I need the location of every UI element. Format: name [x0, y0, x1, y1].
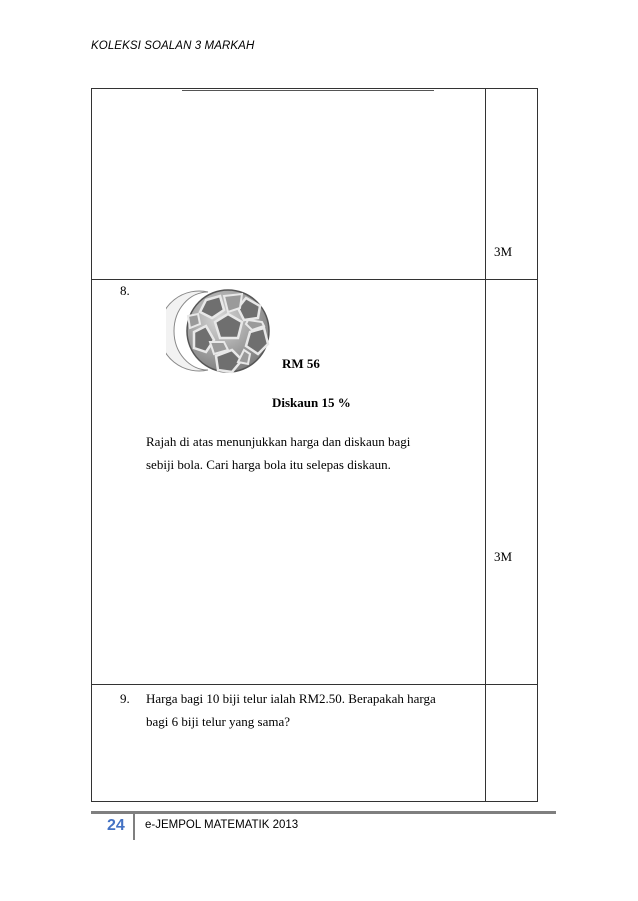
mark-cell — [486, 89, 538, 280]
question-text-line: Harga bagi 10 biji telur ialah RM2.50. Berapakah harga — [146, 691, 436, 706]
question-text — [146, 687, 476, 733]
footer-text: e-JEMPOL MATEMATIK 2013 — [145, 819, 299, 831]
question-text-line: bagi 6 biji telur yang sama? — [146, 714, 291, 729]
answer-space-cell — [92, 89, 486, 280]
mark-label: 3M — [494, 549, 513, 564]
page-number: 24 — [107, 817, 125, 834]
mark-cell — [486, 685, 538, 802]
footer-separator — [133, 814, 135, 840]
question-number: 9. — [120, 691, 130, 706]
price-label: RM 56 — [282, 356, 320, 371]
soccer-ball-icon — [166, 288, 276, 374]
question-row-7 — [92, 89, 538, 280]
discount-label: Diskaun 15 % — [272, 395, 351, 410]
question-cell — [92, 685, 486, 802]
question-text-line: sebiji bola. Cari harga bola itu selepas diskaun. — [146, 457, 391, 472]
question-text — [146, 430, 476, 476]
mark-label: 3M — [494, 244, 513, 259]
question-table — [91, 88, 538, 802]
question-text-line: Rajah di atas menunjukkan harga dan diskaun bagi — [146, 434, 411, 449]
footer-divider — [91, 811, 556, 814]
separator-line — [182, 90, 434, 91]
question-cell — [92, 280, 486, 685]
page-header-title: KOLEKSI SOALAN 3 MARKAH — [91, 40, 255, 52]
question-row-8 — [92, 280, 538, 685]
question-row-9 — [92, 685, 538, 802]
question-number: 8. — [120, 283, 130, 298]
mark-cell — [486, 280, 538, 685]
